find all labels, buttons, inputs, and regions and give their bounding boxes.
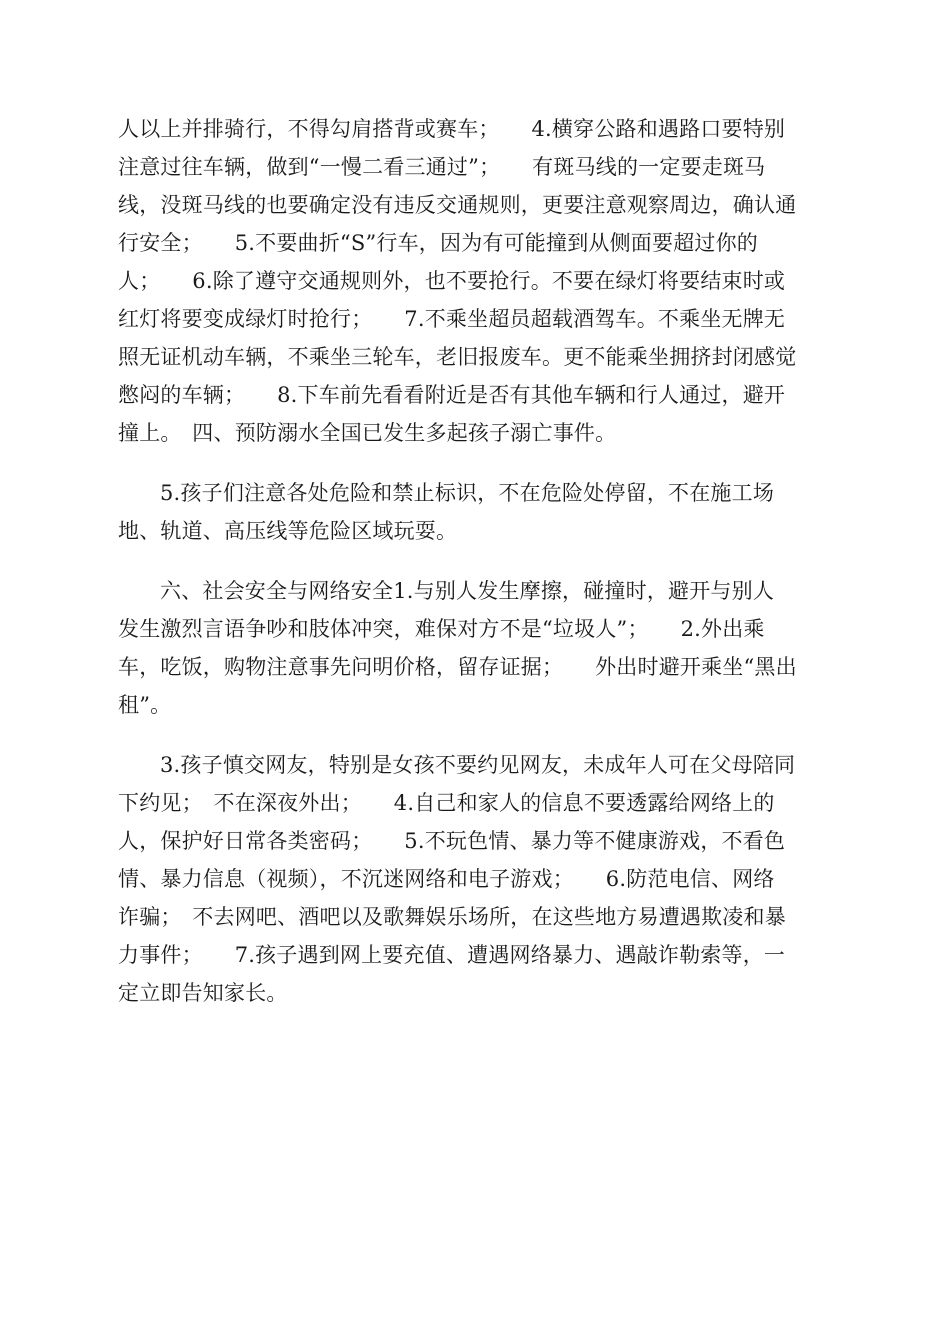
text-line: 3.孩子慎交网友，特别是女孩不要约见网友，未成年人可在父母陪同 [160, 753, 796, 777]
text-line: 撞上。 四、预防溺水全国已发生多起孩子溺亡事件。 [118, 421, 617, 445]
text-line: 车，吃饭，购物注意事先问明价格，留存证据； 外出时避开乘坐“黑出 [118, 655, 797, 679]
text-line: 行安全； 5.不要曲折“S”行车，因为有可能撞到从侧面要超过你的 [118, 231, 758, 255]
text-line: 六、社会安全与网络安全1.与别人发生摩擦，碰撞时，避开与别人 [160, 579, 775, 603]
text-line: 憋闷的车辆； 8.下车前先看看附近是否有其他车辆和行人通过，避开 [118, 383, 786, 407]
text-line: 红灯将要变成绿灯时抢行； 7.不乘坐超员超载酒驾车。不乘坐无牌无 [118, 307, 786, 331]
paragraph-danger-signs [118, 474, 834, 550]
text-line: 租”。 [118, 693, 172, 717]
text-line: 下约见； 不在深夜外出； 4.自己和家人的信息不要透露给网络上的 [118, 791, 775, 815]
text-line: 照无证机动车辆，不乘坐三轮车，老旧报废车。更不能乘坐拥挤封闭感觉 [118, 345, 797, 369]
text-line: 情、暴力信息（视频），不沉迷网络和电子游戏； 6.防范电信、网络 [118, 867, 775, 891]
document-page [118, 110, 834, 1012]
text-line: 发生激烈言语争吵和肢体冲突，难保对方不是“垃圾人”； 2.外出乘 [118, 617, 765, 641]
text-line: 人以上并排骑行，不得勾肩搭背或赛车； 4.横穿公路和遇路口要特别 [118, 117, 786, 141]
text-line: 人； 6.除了遵守交通规则外，也不要抢行。不要在绿灯将要结束时或 [118, 269, 786, 293]
paragraph-social-network-safety [118, 572, 834, 724]
text-line: 定立即告知家长。 [118, 981, 288, 1005]
text-line: 5.孩子们注意各处危险和禁止标识，不在危险处停留，不在施工场 [160, 481, 775, 505]
paragraph-online-friends [118, 746, 834, 1012]
text-line: 人，保护好日常各类密码； 5.不玩色情、暴力等不健康游戏，不看色 [118, 829, 786, 853]
text-line: 线，没斑马线的也要确定没有违反交通规则，更要注意观察周边，确认通 [118, 193, 797, 217]
text-line: 力事件； 7.孩子遇到网上要充值、遭遇网络暴力、遇敲诈勒索等，一 [118, 943, 786, 967]
text-line: 诈骗； 不去网吧、酒吧以及歌舞娱乐场所，在这些地方易遭遇欺凌和暴 [118, 905, 786, 929]
text-line: 注意过往车辆，做到“一慢二看三通过”； 有斑马线的一定要走斑马 [118, 155, 766, 179]
paragraph-traffic-safety [118, 110, 834, 452]
text-line: 地、轨道、高压线等危险区域玩耍。 [118, 519, 458, 543]
